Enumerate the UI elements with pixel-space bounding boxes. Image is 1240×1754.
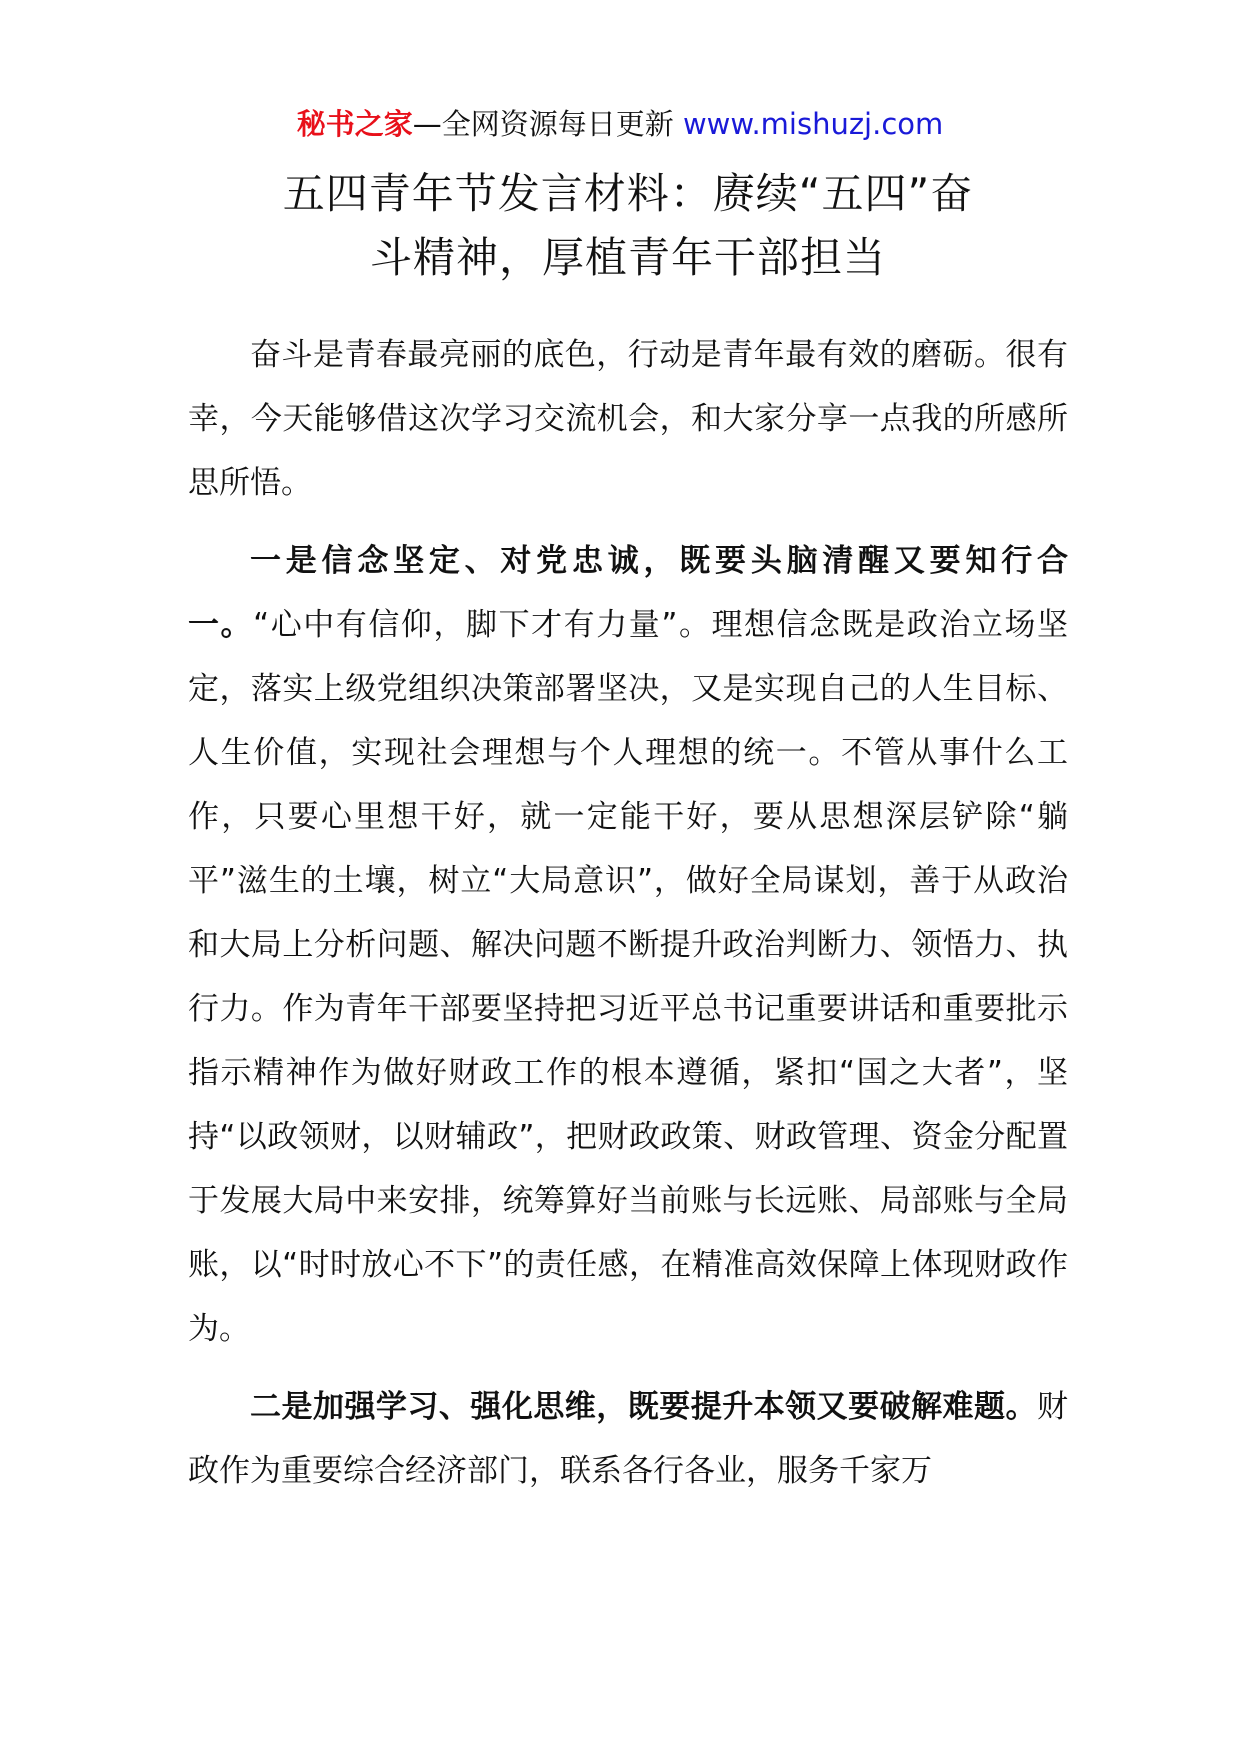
document-title (188, 162, 1068, 290)
paragraph-text: 奋斗是青春最亮丽的底色，行动是青年最有效的磨砺。很有幸，今天能够借这次学习交流机会，和大家分享一点我的所感所思所悟。 (188, 337, 1068, 501)
paragraph-point-1 (188, 529, 1068, 1361)
title-line-1: 五四青年节发言材料：赓续“五四”奋 (282, 169, 974, 218)
paragraph-text: “心中有信仰，脚下才有力量”。理想信念既是政治立场坚定，落实上级党组织决策部署坚决，又是实现自己的人生目标、人生价值，实现社会理想与个人理想的统一。不管从事什么工作，只要心里想干好，就一定能干好，要从思想深层铲除“躺平”滋生的土壤，树立“大局意识”，做好全局谋划，善于从政治和大局上分析问题、解决问题不断提升政治判断力、领悟力、执行力。作为青年干部要坚持把习近平总书记重要讲话和重要批示指示精神作为做好财政工作的根本遵循，紧扣“国之大者”，坚持“以政领财，以财辅政”，把财政政策、财政管理、资金分配置于发展大局中来安排，统筹算好当前账与长远账、局部账与全局账，以“时时放心不下”的责任感，在精准高效保障上体现财政作为。 (188, 607, 1069, 1347)
paragraph-point-2 (188, 1375, 1068, 1503)
page-header (0, 100, 1240, 148)
document-body (188, 323, 1068, 1517)
paragraph-text: 财政作为重要综合经济部门，联系各行各业，服务千家万 (188, 1389, 1068, 1489)
site-tagline: —全网资源每日更新 (412, 107, 683, 141)
paragraph-lead: 一是信念坚定、对党忠诚，既要头脑清醒又要知行合一。 (188, 543, 1068, 643)
paragraph-intro (188, 323, 1068, 515)
site-url-link[interactable]: www.mishuzj.com (682, 107, 944, 141)
site-name: 秘书之家 (296, 107, 413, 141)
paragraph-lead: 二是加强学习、强化思维，既要提升本领又要破解难题。 (250, 1389, 1037, 1425)
title-line-2: 斗精神，厚植青年干部担当 (369, 233, 886, 282)
